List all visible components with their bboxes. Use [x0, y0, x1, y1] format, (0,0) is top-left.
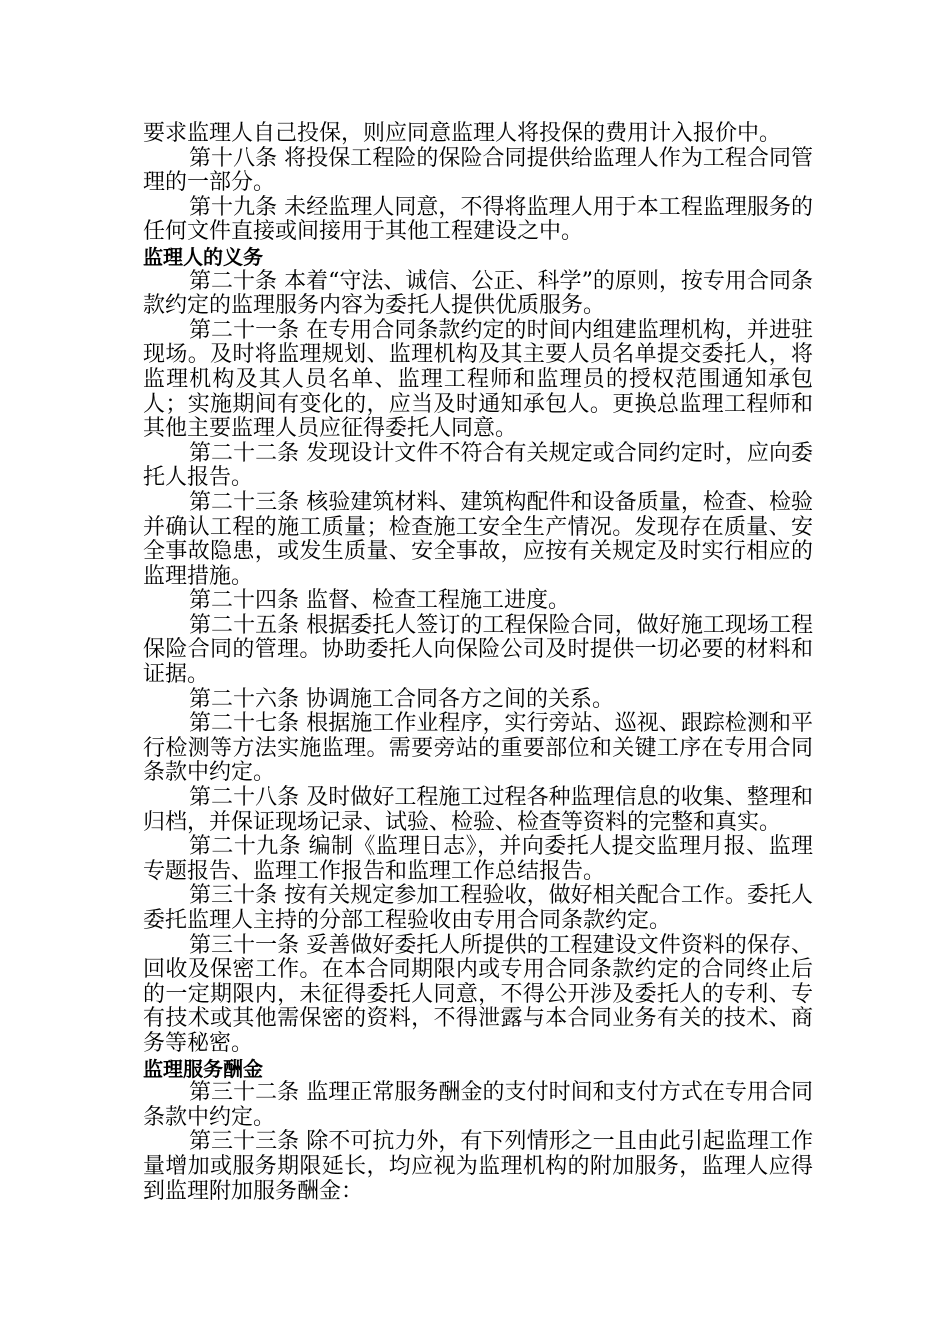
paragraph: 第二十一条 在专用合同条款约定的时间内组建监理机构，并进驻现场。及时将监理规划、监理机构及其主要人员名单提交委托人，将监理机构及其人员名单、监理工程师和监理员的授权范围通知承包人；实施期间有变化的，应当及时通知承包人。更换总监理工程师和其他主要监理人员应征得委托人同意。 — [143, 317, 813, 442]
paragraph: 第三十三条 除不可抗力外，有下列情形之一且由此引起监理工作量增加或服务期限延长，均应视为监理机构的附加服务，监理人应得到监理附加服务酬金： — [143, 1129, 813, 1204]
paragraph: 第二十二条 发现设计文件不符合有关规定或合同约定时，应向委托人报告。 — [143, 440, 813, 491]
section-heading: 监理人的义务 — [143, 244, 263, 269]
paragraph: 第三十一条 妥善做好委托人所提供的工程建设文件资料的保存、回收及保密工作。在本合同期限内或专用合同条款约定的合同终止后的一定期限内，未征得委托人同意，不得公开涉及委托人的专利、专有技术或其他需保密的资料，不得泄露与本合同业务有关的技术、商务等秘密。 — [143, 932, 813, 1056]
paragraph: 第十九条 未经监理人同意，不得将监理人用于本工程监理服务的任何文件直接或间接用于其他工程建设之中。 — [143, 194, 813, 245]
paragraph: 第二十七条 根据施工作业程序，实行旁站、巡视、跟踪检测和平行检测等方法实施监理。需要旁站的重要部位和关键工序在专用合同条款中约定。 — [143, 711, 813, 786]
paragraph: 第二十四条 监督、检查工程施工进度。 — [189, 588, 570, 614]
section-heading: 监理服务酬金 — [143, 1056, 263, 1081]
paragraph: 第三十条 按有关规定参加工程验收，做好相关配合工作。委托人委托监理人主持的分部工程验收由专用合同条款约定。 — [143, 883, 813, 933]
paragraph: 第二十八条 及时做好工程施工过程各种监理信息的收集、整理和归档，并保证现场记录、试验、检验、检查等资料的完整和真实。 — [143, 785, 813, 835]
paragraph: 第十八条 将投保工程险的保险合同提供给监理人作为工程合同管理的一部分。 — [143, 145, 813, 196]
paragraph: 要求监理人自己投保，则应同意监理人将投保的费用计入报价中。 — [143, 121, 782, 146]
paragraph: 第二十条 本着“守法、诚信、公正、科学”的原则，按专用合同条款约定的监理服务内容为委托人提供优质服务。 — [143, 268, 813, 319]
paragraph: 第二十三条 核验建筑材料、建筑构配件和设备质量，检查、检验并确认工程的施工质量；检查施工安全生产情况。发现存在质量、安全事故隐患，或发生质量、安全事故，应按有关规定及时实行相应的监理措施。 — [143, 489, 813, 589]
paragraph: 第二十五条 根据委托人签订的工程保险合同，做好施工现场工程保险合同的管理。协助委托人向保险公司及时提供一切必要的材料和证据。 — [143, 612, 813, 688]
paragraph: 第三十二条 监理正常服务酬金的支付时间和支付方式在专用合同条款中约定。 — [143, 1080, 813, 1130]
paragraph: 第二十九条 编制《监理日志》，并向委托人提交监理月报、监理专题报告、监理工作报告和监理工作总结报告。 — [143, 834, 813, 884]
document-page — [143, 122, 813, 1204]
paragraph: 第二十六条 协调施工合同各方之间的关系。 — [189, 686, 614, 712]
